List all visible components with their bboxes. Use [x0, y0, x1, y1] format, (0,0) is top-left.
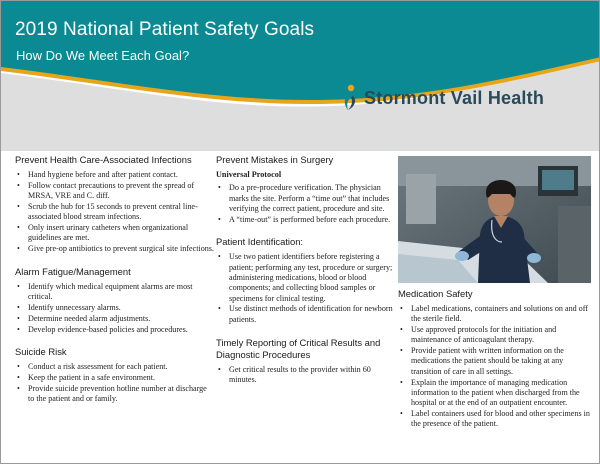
list-item: • Get critical results to the provider within 60 minutes.: [216, 365, 396, 386]
list-item: • Provide suicide prevention hotline number at discharge to the patient and or family.: [15, 384, 215, 405]
list-item: • Do a pre-procedure verification. The physician marks the site. Perform a “time out” that includes verifying the correct patient, procedure and site.: [216, 183, 396, 214]
section-heading-infections: Prevent Health Care-Associated Infections: [15, 154, 192, 165]
alarm-list: [15, 282, 215, 335]
list-item: • Conduct a risk assessment for each patient.: [15, 362, 215, 372]
list-item: • Identify unnecessary alarms.: [15, 303, 215, 313]
list-item: • Label containers used for blood and other specimens in the presence of the patient.: [398, 409, 591, 430]
section-heading-alarm: Alarm Fatigue/Management: [15, 265, 131, 277]
section-heading-identification: Patient Identification:: [216, 236, 304, 248]
list-item: • Label medications, containers and solutions on and off the sterile field.: [398, 304, 591, 325]
section-heading-medication: Medication Safety: [398, 288, 473, 299]
brand-name: Stormont Vail Health: [364, 87, 545, 108]
list-item: • Give pre-op antibiotics to prevent surgical site infections.: [15, 244, 215, 254]
page-subtitle: How Do We Meet Each Goal?: [16, 48, 190, 63]
list-item: • Use distinct methods of identification for newborn patients.: [216, 304, 396, 325]
list-item: • Determine needed alarm adjustments.: [15, 314, 215, 324]
brand-logo: [342, 84, 544, 112]
medication-list: [398, 304, 591, 430]
critical-results-list: [216, 365, 396, 386]
list-item: • Explain the importance of managing medication information to the patient when discharged from the hospital or at the end of an outpatient encounter.: [398, 378, 591, 409]
list-item: • Use two patient identifiers before registering a patient; performing any test, procedure or surgery; administering medications, blood or blood components; and collecting blood samples or specimens for clinical testing.: [216, 252, 396, 303]
list-item: • Hand hygiene before and after patient contact.: [15, 170, 215, 180]
surgery-list: [216, 183, 396, 225]
identification-list: [216, 252, 396, 325]
list-item: • Only insert urinary catheters when organizational guidelines are met.: [15, 223, 215, 244]
section-subheading-protocol: Universal Protocol: [216, 170, 282, 179]
list-item: • A “time-out” is performed before each procedure.: [216, 215, 396, 225]
list-item: • Develop evidence-based policies and procedures.: [15, 325, 215, 335]
list-item: • Provide patient with written information on the medications the patient should be taking at any transition of care in all settings.: [398, 346, 591, 377]
logo-icon: [342, 84, 358, 112]
list-item: • Identify which medical equipment alarms are most critical.: [15, 282, 215, 303]
section-heading-surgery: Prevent Mistakes in Surgery: [216, 154, 334, 165]
list-item: • Keep the patient in a safe environment.: [15, 373, 215, 383]
list-item: • Scrub the hub for 15 seconds to prevent central line-associated blood stream infections.: [15, 202, 215, 223]
column-middle: [216, 154, 396, 386]
section-heading-critical-results: Timely Reporting of Critical Results and Diagnostic Procedures: [216, 336, 381, 360]
list-item: • Use approved protocols for the initiation and maintenance of anticoagulant therapy.: [398, 325, 591, 346]
column-left: [15, 154, 215, 405]
infections-list: [15, 170, 215, 254]
list-item: • Follow contact precautions to prevent the spread of MRSA, VRE and C. diff.: [15, 181, 215, 202]
section-heading-suicide: Suicide Risk: [15, 346, 67, 358]
suicide-list: [15, 362, 215, 404]
column-right: [398, 288, 591, 430]
page-title: 2019 National Patient Safety Goals: [15, 19, 315, 40]
nurse-photo: [398, 156, 591, 283]
